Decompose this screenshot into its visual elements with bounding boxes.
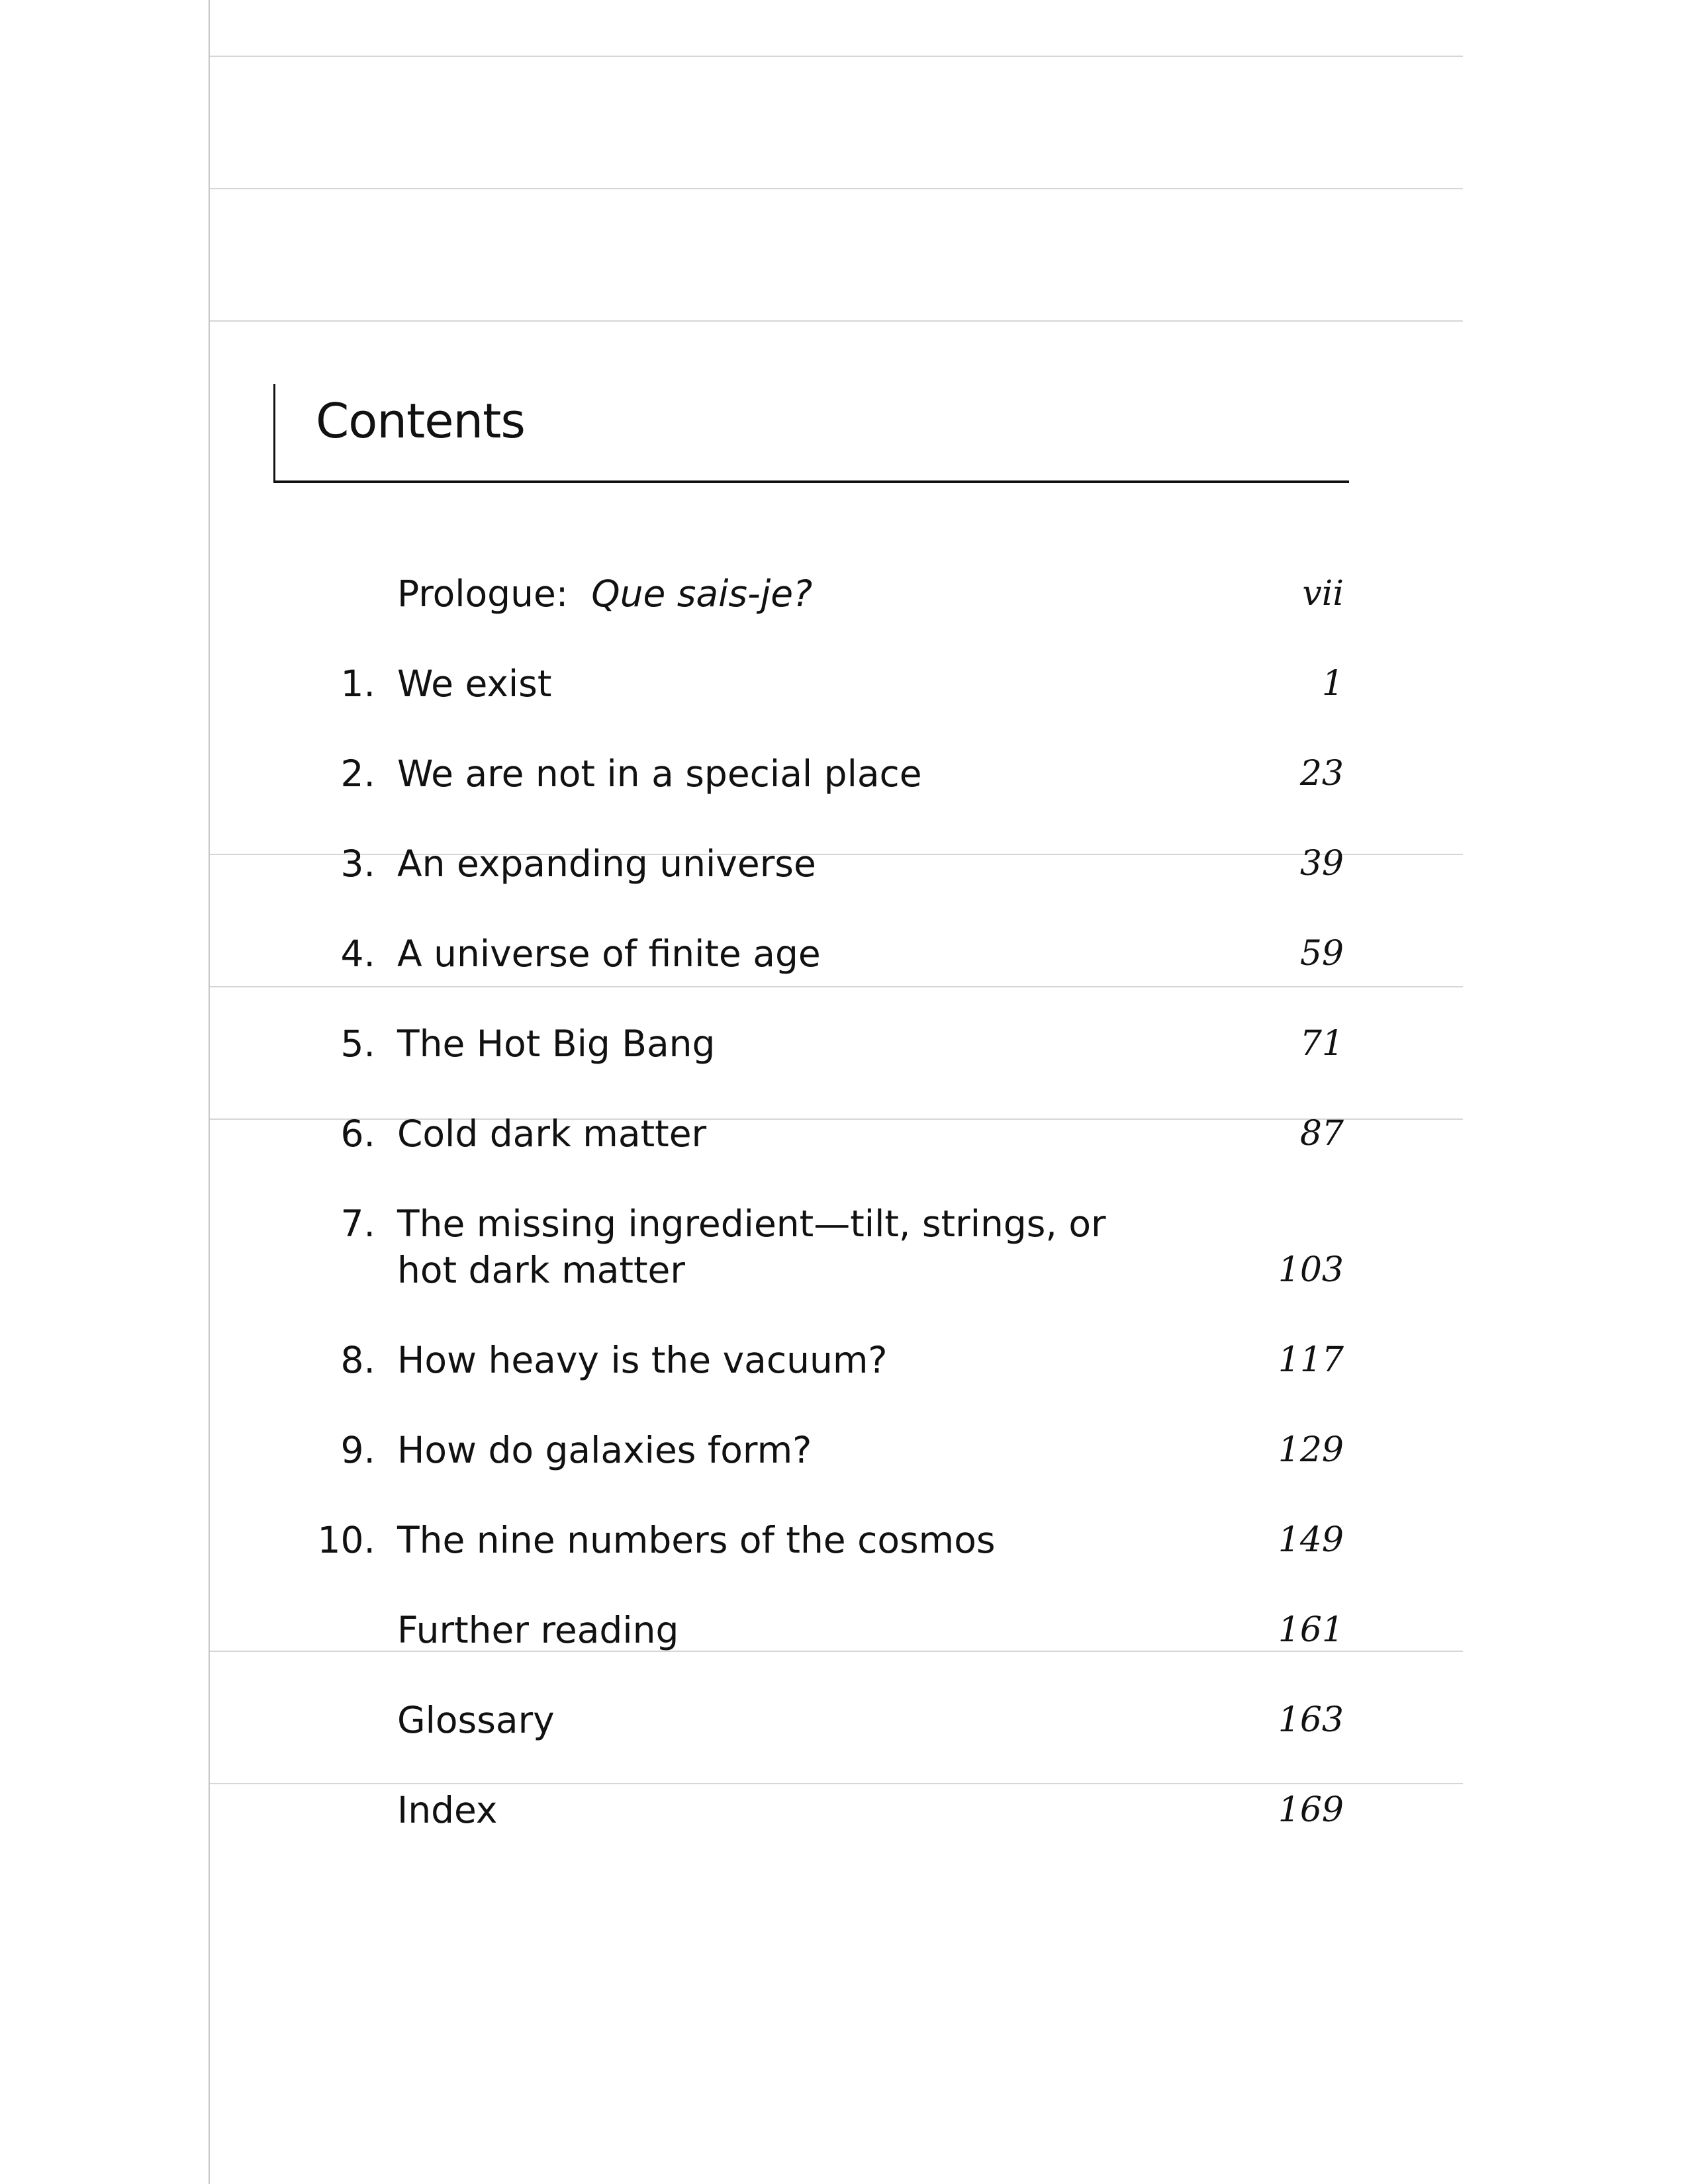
toc-entry-number: 3. <box>340 842 375 885</box>
toc-entry-number: 7. <box>340 1203 375 1245</box>
toc-entry-page: 161 <box>1278 1610 1344 1650</box>
toc-entry-page: 129 <box>1278 1430 1344 1470</box>
toc-entry-title-italic: Que sais-je? <box>591 572 813 615</box>
toc-entry-number: 8. <box>340 1339 375 1381</box>
toc-entry-number: 4. <box>340 933 375 975</box>
toc-entry-number: 2. <box>340 752 375 795</box>
page-title: Contents <box>316 393 525 449</box>
toc-entry-number: 1. <box>340 662 375 705</box>
toc-entry-title: The missing ingredient—tilt, strings, or hot dark matter <box>397 1203 1106 1291</box>
toc-entry-title-text: Prologue: <box>397 572 569 615</box>
toc-entry-title: The Hot Big Bang <box>397 1023 716 1065</box>
toc-entry-number: 9. <box>340 1429 375 1471</box>
toc-entry-page: 23 <box>1299 754 1344 794</box>
toc-entry-number: 10. <box>317 1519 375 1561</box>
toc-entry-title: Further reading <box>397 1609 679 1651</box>
toc-entry-title: An expanding universe <box>397 842 816 885</box>
toc-entry-title: We are not in a special place <box>397 752 922 795</box>
toc-entry-title: We exist <box>397 662 552 705</box>
toc-entry-page: 163 <box>1278 1700 1344 1740</box>
toc-entry-page: 87 <box>1299 1114 1344 1154</box>
toc-entry-number: 5. <box>340 1023 375 1065</box>
toc-entry-page: 71 <box>1299 1024 1344 1064</box>
toc-entry-title: Index <box>397 1789 498 1831</box>
toc-entry-number: 6. <box>340 1113 375 1155</box>
toc-entry-page: 103 <box>1278 1250 1344 1290</box>
toc-entry-page: 59 <box>1299 934 1344 974</box>
toc-entry-page: 1 <box>1321 664 1344 704</box>
toc-entry-title: How heavy is the vacuum? <box>397 1339 888 1381</box>
toc-entry-title: A universe of finite age <box>397 933 821 975</box>
toc-entry-title: Cold dark matter <box>397 1113 707 1155</box>
toc-entry-title: How do galaxies form? <box>397 1429 812 1471</box>
toc-entry-title: The nine numbers of the cosmos <box>397 1519 996 1561</box>
toc-entry-page: 39 <box>1299 844 1344 884</box>
toc-entry-title: Glossary <box>397 1699 555 1741</box>
toc-entry-page: 149 <box>1278 1520 1344 1560</box>
toc-entry-page: 169 <box>1278 1790 1344 1830</box>
toc-entry-page: 117 <box>1278 1340 1344 1380</box>
toc-entry-page: vii <box>1302 574 1344 614</box>
toc-entry-title <box>397 570 1158 617</box>
